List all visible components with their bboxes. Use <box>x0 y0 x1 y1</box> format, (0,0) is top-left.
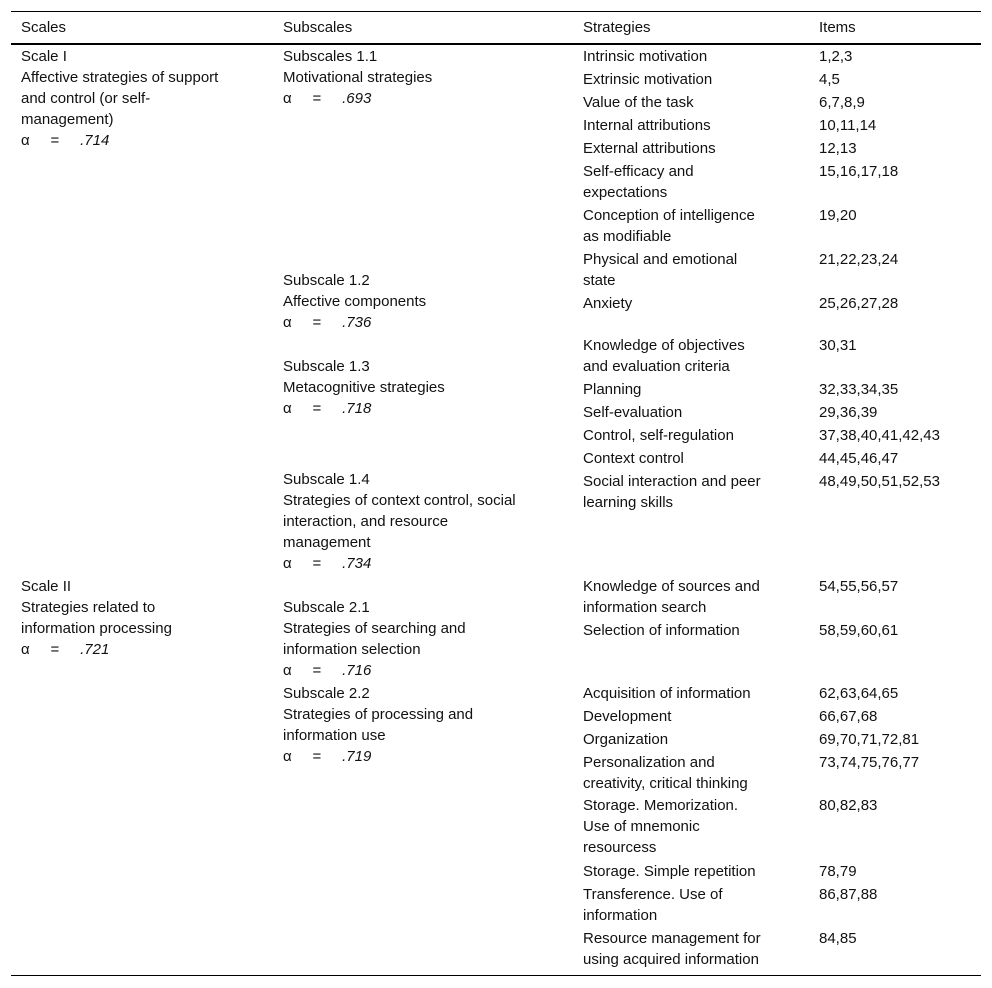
scale-label: Strategies related to <box>21 599 156 616</box>
strategy-label: Knowledge of sources and <box>583 578 760 595</box>
subscale-label: Metacognitive strategies <box>283 379 445 396</box>
strategy-label: Context control <box>583 450 684 467</box>
strategy-cell <box>583 471 761 513</box>
strategy-cell <box>583 69 712 90</box>
scale-label: management) <box>21 111 114 128</box>
strategy-label: Organization <box>583 731 669 748</box>
subscale-label: Motivational strategies <box>283 69 433 86</box>
strategy-cell <box>583 293 632 314</box>
items-cell <box>819 115 876 136</box>
strategy-label: creativity, critical thinking <box>583 775 748 792</box>
items-value: 80,82,83 <box>819 797 878 814</box>
strategy-cell <box>583 683 751 704</box>
items-cell <box>819 249 898 270</box>
items-cell <box>819 335 857 356</box>
subscale-alpha <box>283 746 473 767</box>
items-value: 66,67,68 <box>819 708 878 725</box>
items-cell <box>819 425 940 446</box>
strategy-cell <box>583 249 737 291</box>
strategy-cell <box>583 928 761 970</box>
bottom-rule <box>11 975 981 976</box>
items-value: 32,33,34,35 <box>819 381 899 398</box>
alpha-equals: = <box>312 662 322 679</box>
items-value: 25,26,27,28 <box>819 295 899 312</box>
strategy-label: Anxiety <box>583 295 633 312</box>
scale-label: Affective strategies of support <box>21 69 219 86</box>
strategy-cell <box>583 884 723 926</box>
items-value: 4,5 <box>819 71 840 88</box>
subscale-label: Subscale 1.3 <box>283 358 370 375</box>
items-value: 15,16,17,18 <box>819 163 899 180</box>
strategy-label: Control, self-regulation <box>583 427 734 444</box>
subscale-cell <box>283 46 432 109</box>
strategy-cell <box>583 576 760 618</box>
subscale-label: Subscale 2.2 <box>283 685 370 702</box>
strategy-cell <box>583 620 740 641</box>
items-cell <box>819 576 898 597</box>
items-value: 48,49,50,51,52,53 <box>819 473 940 490</box>
items-cell <box>819 795 877 816</box>
items-value: 12,13 <box>819 140 857 157</box>
items-value: 6,7,8,9 <box>819 94 865 111</box>
strategy-label: Knowledge of objectives <box>583 337 745 354</box>
alpha-equals: = <box>50 132 60 149</box>
scale-alpha <box>21 639 172 660</box>
strategy-cell <box>583 795 738 858</box>
subscale-alpha <box>283 553 516 574</box>
items-cell <box>819 293 898 314</box>
scale-label: Scale II <box>21 578 72 595</box>
alpha-symbol: α <box>283 400 292 417</box>
strategy-label: Planning <box>583 381 642 398</box>
items-cell <box>819 161 898 182</box>
subscale-alpha <box>283 88 432 109</box>
strategy-label: state <box>583 272 616 289</box>
alpha-value: .719 <box>342 748 372 765</box>
strategy-cell <box>583 161 694 203</box>
alpha-symbol: α <box>21 132 30 149</box>
items-value: 19,20 <box>819 207 857 224</box>
items-cell <box>819 706 877 727</box>
strategy-label: Personalization and <box>583 754 715 771</box>
alpha-symbol: α <box>283 748 292 765</box>
items-cell <box>819 138 857 159</box>
strategy-cell <box>583 402 682 423</box>
subscale-cell <box>283 469 516 574</box>
items-cell <box>819 683 898 704</box>
strategy-label: expectations <box>583 184 668 201</box>
items-value: 78,79 <box>819 863 857 880</box>
header-subscales: Subscales <box>283 19 353 36</box>
items-value: 69,70,71,72,81 <box>819 731 920 748</box>
items-value: 58,59,60,61 <box>819 622 899 639</box>
scale-cell <box>21 576 172 660</box>
items-value: 29,36,39 <box>819 404 878 421</box>
scale-label: Scale I <box>21 48 67 65</box>
strategy-label: Physical and emotional <box>583 251 738 268</box>
items-cell <box>819 402 877 423</box>
items-cell <box>819 205 857 226</box>
strategy-label: Value of the task <box>583 94 694 111</box>
strategy-cell <box>583 861 756 882</box>
items-cell <box>819 861 857 882</box>
alpha-symbol: α <box>283 314 292 331</box>
subscale-cell <box>283 683 473 767</box>
items-value: 73,74,75,76,77 <box>819 754 920 771</box>
strategy-label: Social interaction and peer <box>583 473 761 490</box>
strategy-cell <box>583 46 707 67</box>
header-rule <box>11 43 981 45</box>
items-cell <box>819 69 840 90</box>
subscale-label: Strategies of context control, social <box>283 492 516 509</box>
items-value: 54,55,56,57 <box>819 578 899 595</box>
strategy-label: Self-efficacy and <box>583 163 694 180</box>
alpha-equals: = <box>312 555 322 572</box>
items-cell <box>819 379 898 400</box>
strategy-label: Extrinsic motivation <box>583 71 713 88</box>
strategy-cell <box>583 706 671 727</box>
alpha-equals: = <box>312 748 322 765</box>
items-cell <box>819 884 877 905</box>
strategy-label: Acquisition of information <box>583 685 751 702</box>
items-value: 86,87,88 <box>819 886 878 903</box>
alpha-symbol: α <box>283 90 292 107</box>
subscale-label: information selection <box>283 641 421 658</box>
scale-label: and control (or self- <box>21 90 151 107</box>
subscale-label: management <box>283 534 371 551</box>
alpha-value: .734 <box>342 555 372 572</box>
subscale-cell <box>283 270 426 333</box>
header-scales: Scales <box>21 19 67 36</box>
strategy-cell <box>583 729 668 750</box>
items-value: 21,22,23,24 <box>819 251 899 268</box>
items-cell <box>819 46 852 67</box>
strategy-label: information <box>583 907 658 924</box>
strategy-label: Selection of information <box>583 622 740 639</box>
items-value: 44,45,46,47 <box>819 450 899 467</box>
strategy-label: resourcess <box>583 839 657 856</box>
strategy-label: Storage. Simple repetition <box>583 863 756 880</box>
items-value: 84,85 <box>819 930 857 947</box>
subscale-label: information use <box>283 727 386 744</box>
strategy-cell <box>583 448 684 469</box>
alpha-value: .721 <box>80 641 110 658</box>
strategy-label: as modifiable <box>583 228 672 245</box>
strategy-cell <box>583 92 694 113</box>
strategy-label: learning skills <box>583 494 674 511</box>
subscale-cell <box>283 356 445 419</box>
strategy-label: Use of mnemonic <box>583 818 700 835</box>
items-cell <box>819 752 919 773</box>
strategy-label: Conception of intelligence <box>583 207 755 224</box>
strategy-label: Intrinsic motivation <box>583 48 708 65</box>
items-value: 62,63,64,65 <box>819 685 899 702</box>
strategy-label: Self-evaluation <box>583 404 683 421</box>
subscale-label: Affective components <box>283 293 427 310</box>
strategy-label: using acquired information <box>583 951 759 968</box>
strategy-label: and evaluation criteria <box>583 358 730 375</box>
alpha-value: .714 <box>80 132 110 149</box>
items-cell <box>819 92 865 113</box>
strategy-cell <box>583 335 745 377</box>
subscale-label: Subscale 1.4 <box>283 471 370 488</box>
subscale-alpha <box>283 312 426 333</box>
items-cell <box>819 620 898 641</box>
strategy-label: Storage. Memorization. <box>583 797 739 814</box>
alpha-symbol: α <box>21 641 30 658</box>
scale-label: information processing <box>21 620 172 637</box>
alpha-equals: = <box>312 400 322 417</box>
header-strategies: Strategies <box>583 19 651 36</box>
items-value: 30,31 <box>819 337 857 354</box>
alpha-value: .718 <box>342 400 372 417</box>
strategy-cell <box>583 138 716 159</box>
strategy-cell <box>583 205 755 247</box>
items-cell <box>819 928 857 949</box>
strategy-label: Internal attributions <box>583 117 711 134</box>
alpha-symbol: α <box>283 555 292 572</box>
header-items: Items <box>819 19 856 36</box>
items-cell <box>819 448 898 469</box>
alpha-equals: = <box>312 90 322 107</box>
subscale-alpha <box>283 398 445 419</box>
alpha-value: .736 <box>342 314 372 331</box>
alpha-value: .693 <box>342 90 372 107</box>
alpha-value: .716 <box>342 662 372 679</box>
subscale-cell <box>283 597 466 681</box>
strategy-label: Resource management for <box>583 930 761 947</box>
subscale-label: interaction, and resource <box>283 513 449 530</box>
subscale-label: Strategies of searching and <box>283 620 466 637</box>
strategy-label: External attributions <box>583 140 716 157</box>
alpha-equals: = <box>312 314 322 331</box>
subscale-label: Subscale 1.2 <box>283 272 370 289</box>
alpha-equals: = <box>50 641 60 658</box>
scale-alpha <box>21 130 218 151</box>
strategy-cell <box>583 379 641 400</box>
items-value: 1,2,3 <box>819 48 853 65</box>
strategy-cell <box>583 752 748 794</box>
items-value: 10,11,14 <box>819 117 877 134</box>
strategy-label: Development <box>583 708 672 725</box>
items-value: 37,38,40,41,42,43 <box>819 427 940 444</box>
strategy-label: information search <box>583 599 707 616</box>
top-rule <box>11 11 981 12</box>
strategy-cell <box>583 425 734 446</box>
scale-cell <box>21 46 218 151</box>
subscale-alpha <box>283 660 466 681</box>
strategy-cell <box>583 115 711 136</box>
alpha-symbol: α <box>283 662 292 679</box>
strategy-label: Transference. Use of <box>583 886 723 903</box>
subscale-label: Subscale 2.1 <box>283 599 370 616</box>
items-cell <box>819 729 919 750</box>
subscale-label: Subscales 1.1 <box>283 48 378 65</box>
subscale-label: Strategies of processing and <box>283 706 474 723</box>
items-cell <box>819 471 940 492</box>
